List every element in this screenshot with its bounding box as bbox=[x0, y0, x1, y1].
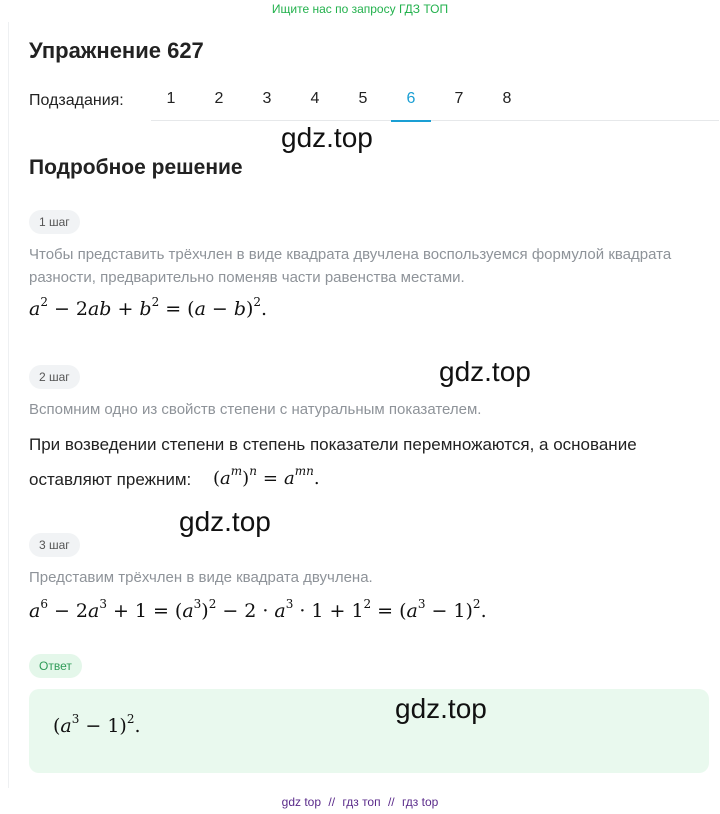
watermark: gdz.top bbox=[439, 356, 531, 387]
step-2-text: Вспомним одно из свойств степени с натуральным показателем. bbox=[29, 401, 482, 418]
step-1-text: Чтобы представить трёхчлен в виде квадрата двучлена воспользуемся формулой квадрата разности, предварительно поменяв части равенства местами. bbox=[29, 246, 672, 286]
step-badge-2: 2 шаг bbox=[29, 365, 80, 389]
tab-8[interactable]: 8 bbox=[502, 90, 512, 107]
tab-4[interactable]: 4 bbox=[310, 90, 320, 107]
watermark: gdz.top bbox=[179, 506, 271, 537]
formula-trinomial-square: $a^6 - 2a^3 + 1 = (a^3)^2 - 2 \cdot a^3 \cdot 1 + 1^2 = (a^3 - 1)^2$. bbox=[29, 597, 487, 622]
formula-square-difference: $a^2 - 2ab + b^2 = (a - b)^2$. bbox=[29, 295, 268, 320]
formula-power-of-power: $(a^m)^n = a^{mn}$. bbox=[213, 464, 320, 489]
bottom-links bbox=[0, 795, 720, 809]
tab-1[interactable]: 1 bbox=[166, 90, 176, 107]
section-title: Подробное решение bbox=[29, 156, 243, 179]
watermark: gdz.top bbox=[281, 122, 373, 153]
exercise-card bbox=[8, 22, 720, 788]
step-3-text: Представим трёхчлен в виде квадрата двучлена. bbox=[29, 569, 373, 586]
tab-2[interactable]: 2 bbox=[214, 90, 224, 107]
bottom-separator: // bbox=[328, 795, 336, 809]
answer-formula: $(a^3 - 1)^2$. bbox=[53, 712, 141, 737]
tab-3[interactable]: 3 bbox=[262, 90, 272, 107]
watermark: gdz.top bbox=[395, 693, 487, 724]
top-search-hint[interactable]: Ищите нас по запросу ГДЗ ТОП bbox=[271, 2, 449, 16]
tab-6[interactable]: 6 bbox=[391, 90, 431, 122]
step-badge-1: 1 шаг bbox=[29, 210, 80, 234]
page-title: Упражнение 627 bbox=[29, 38, 204, 63]
tab-7[interactable]: 7 bbox=[454, 90, 464, 107]
answer-box bbox=[29, 689, 709, 773]
step-badge-3: 3 шаг bbox=[29, 533, 80, 557]
subtask-tabs bbox=[151, 84, 719, 121]
step-2-rule-text: оставляют прежним: bbox=[29, 470, 192, 489]
bottom-separator: // bbox=[387, 795, 395, 809]
subtasks-label: Подзадания: bbox=[29, 92, 124, 109]
bottom-link-2[interactable]: гдз топ bbox=[342, 795, 381, 809]
answer-badge: Ответ bbox=[29, 654, 82, 678]
step-2-rule-line-1: При возведении степени в степень показатели перемножаются, а основание bbox=[29, 435, 637, 454]
bottom-link-3[interactable]: гдз top bbox=[401, 795, 439, 809]
tab-5[interactable]: 5 bbox=[358, 90, 368, 107]
step-2-rule-line-2 bbox=[29, 463, 191, 497]
bottom-link-1[interactable]: gdz top bbox=[281, 795, 322, 809]
